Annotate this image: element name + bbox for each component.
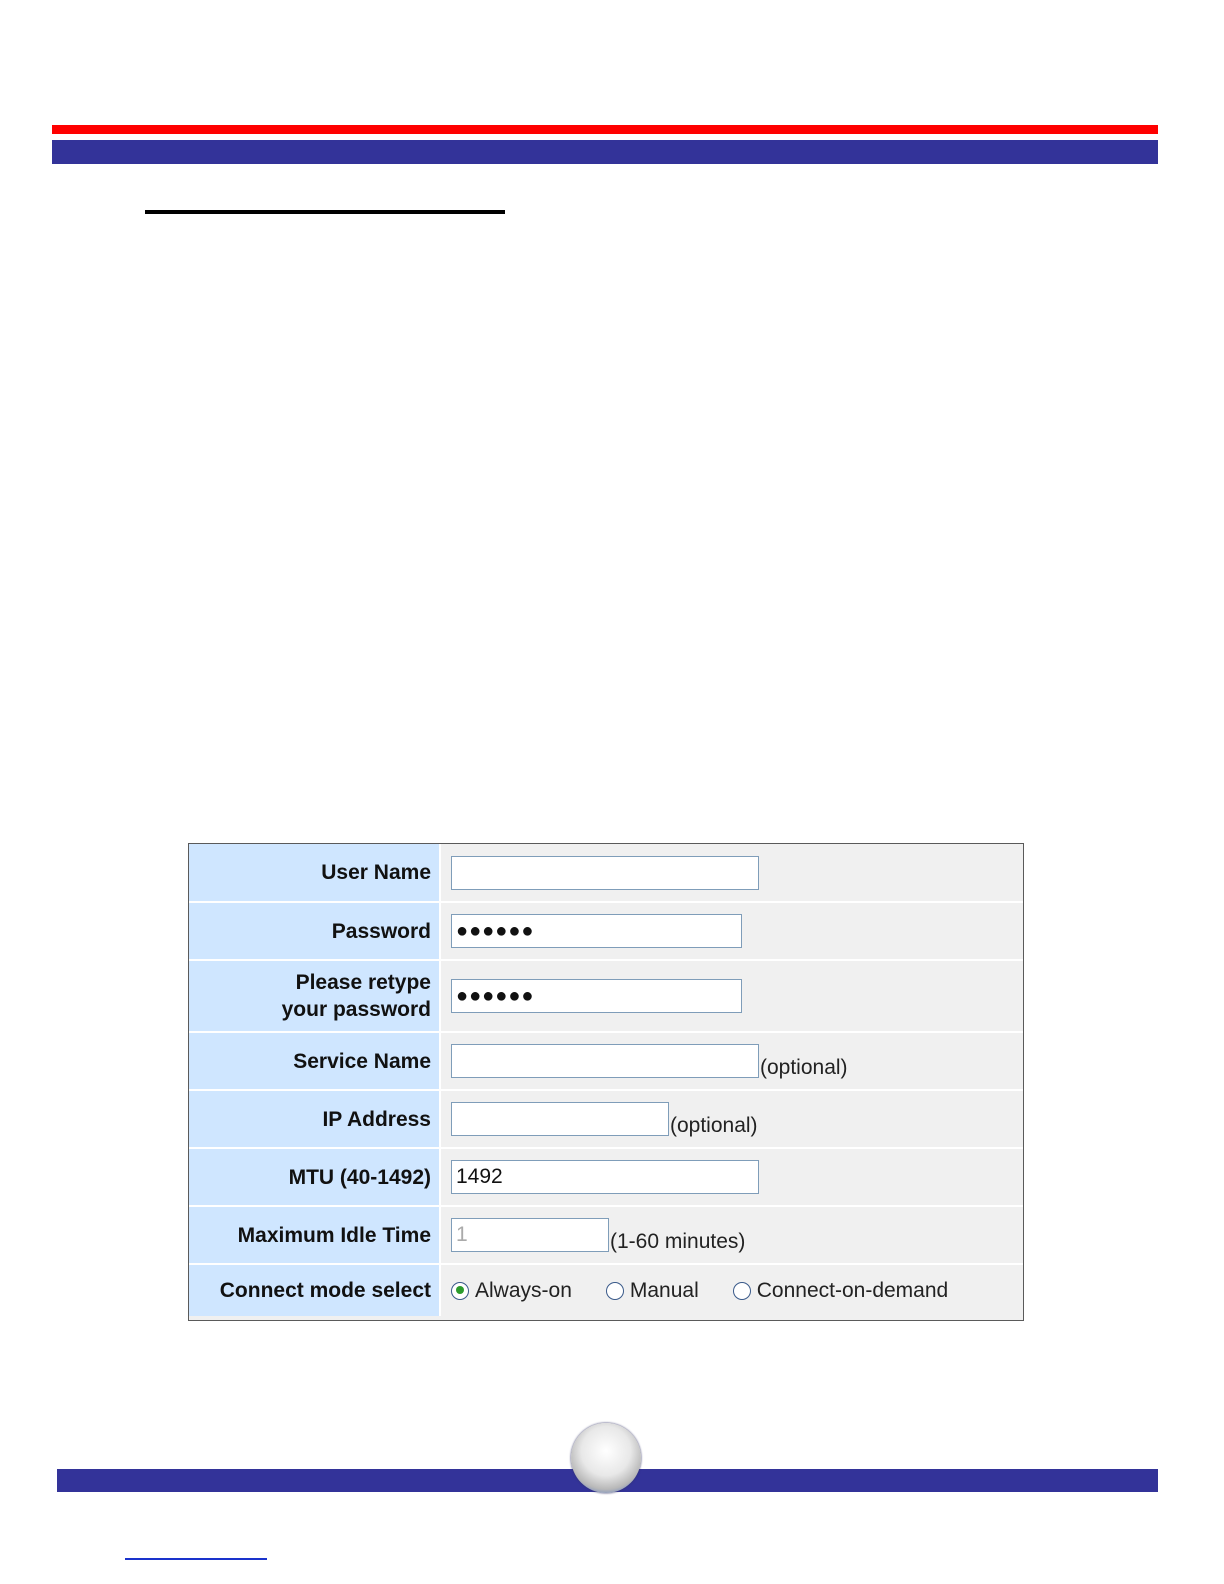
retype-password-label — [189, 960, 440, 1032]
user-name-input[interactable] — [451, 856, 759, 890]
radio-always-on-label[interactable]: Always-on — [475, 1278, 572, 1302]
mtu-input[interactable] — [451, 1160, 759, 1194]
connect-mode-row — [189, 1264, 1023, 1316]
max-idle-time-row — [189, 1206, 1023, 1264]
max-idle-time-hint: (1-60 minutes) — [610, 1230, 746, 1253]
connect-mode-label: Connect mode select — [189, 1264, 440, 1316]
radio-always-on-circle[interactable] — [451, 1282, 469, 1300]
service-name-input[interactable] — [451, 1044, 759, 1078]
max-idle-time-label: Maximum Idle Time — [189, 1206, 440, 1264]
radio-manual-circle[interactable] — [606, 1282, 624, 1300]
ip-address-row — [189, 1090, 1023, 1148]
service-name-row — [189, 1032, 1023, 1090]
radio-manual[interactable] — [606, 1279, 699, 1303]
radio-connect-on-demand[interactable] — [733, 1279, 948, 1303]
ip-address-hint: (optional) — [670, 1114, 758, 1137]
radio-connect-on-demand-label[interactable]: Connect-on-demand — [756, 1278, 949, 1302]
page-number-badge — [571, 1423, 641, 1493]
connect-mode-radio-group — [451, 1279, 1023, 1303]
header-red-stripe — [52, 125, 1158, 134]
footer-link-underline — [125, 1558, 267, 1560]
password-label: Password — [189, 902, 440, 960]
service-name-label: Service Name — [189, 1032, 440, 1090]
service-name-hint: (optional) — [760, 1056, 848, 1079]
retype-password-label-line1: Please retype — [295, 971, 431, 994]
mtu-row — [189, 1148, 1023, 1206]
max-idle-time-input[interactable] — [451, 1218, 609, 1252]
user-name-row — [189, 844, 1023, 902]
radio-connect-on-demand-circle[interactable] — [733, 1282, 751, 1300]
radio-always-on[interactable] — [451, 1279, 572, 1303]
section-heading-underline — [145, 210, 505, 214]
password-input[interactable] — [451, 914, 742, 948]
pppoe-settings-form — [188, 843, 1024, 1321]
retype-password-row — [189, 960, 1023, 1032]
pppoe-settings-table — [189, 844, 1023, 1316]
password-row — [189, 902, 1023, 960]
header-blue-stripe — [52, 140, 1158, 164]
retype-password-input[interactable] — [451, 979, 742, 1013]
radio-manual-label[interactable]: Manual — [629, 1278, 699, 1302]
ip-address-label: IP Address — [189, 1090, 440, 1148]
mtu-label: MTU (40-1492) — [189, 1148, 440, 1206]
user-name-label: User Name — [189, 844, 440, 902]
retype-password-label-line2: your password — [281, 998, 431, 1021]
ip-address-input[interactable] — [451, 1102, 669, 1136]
